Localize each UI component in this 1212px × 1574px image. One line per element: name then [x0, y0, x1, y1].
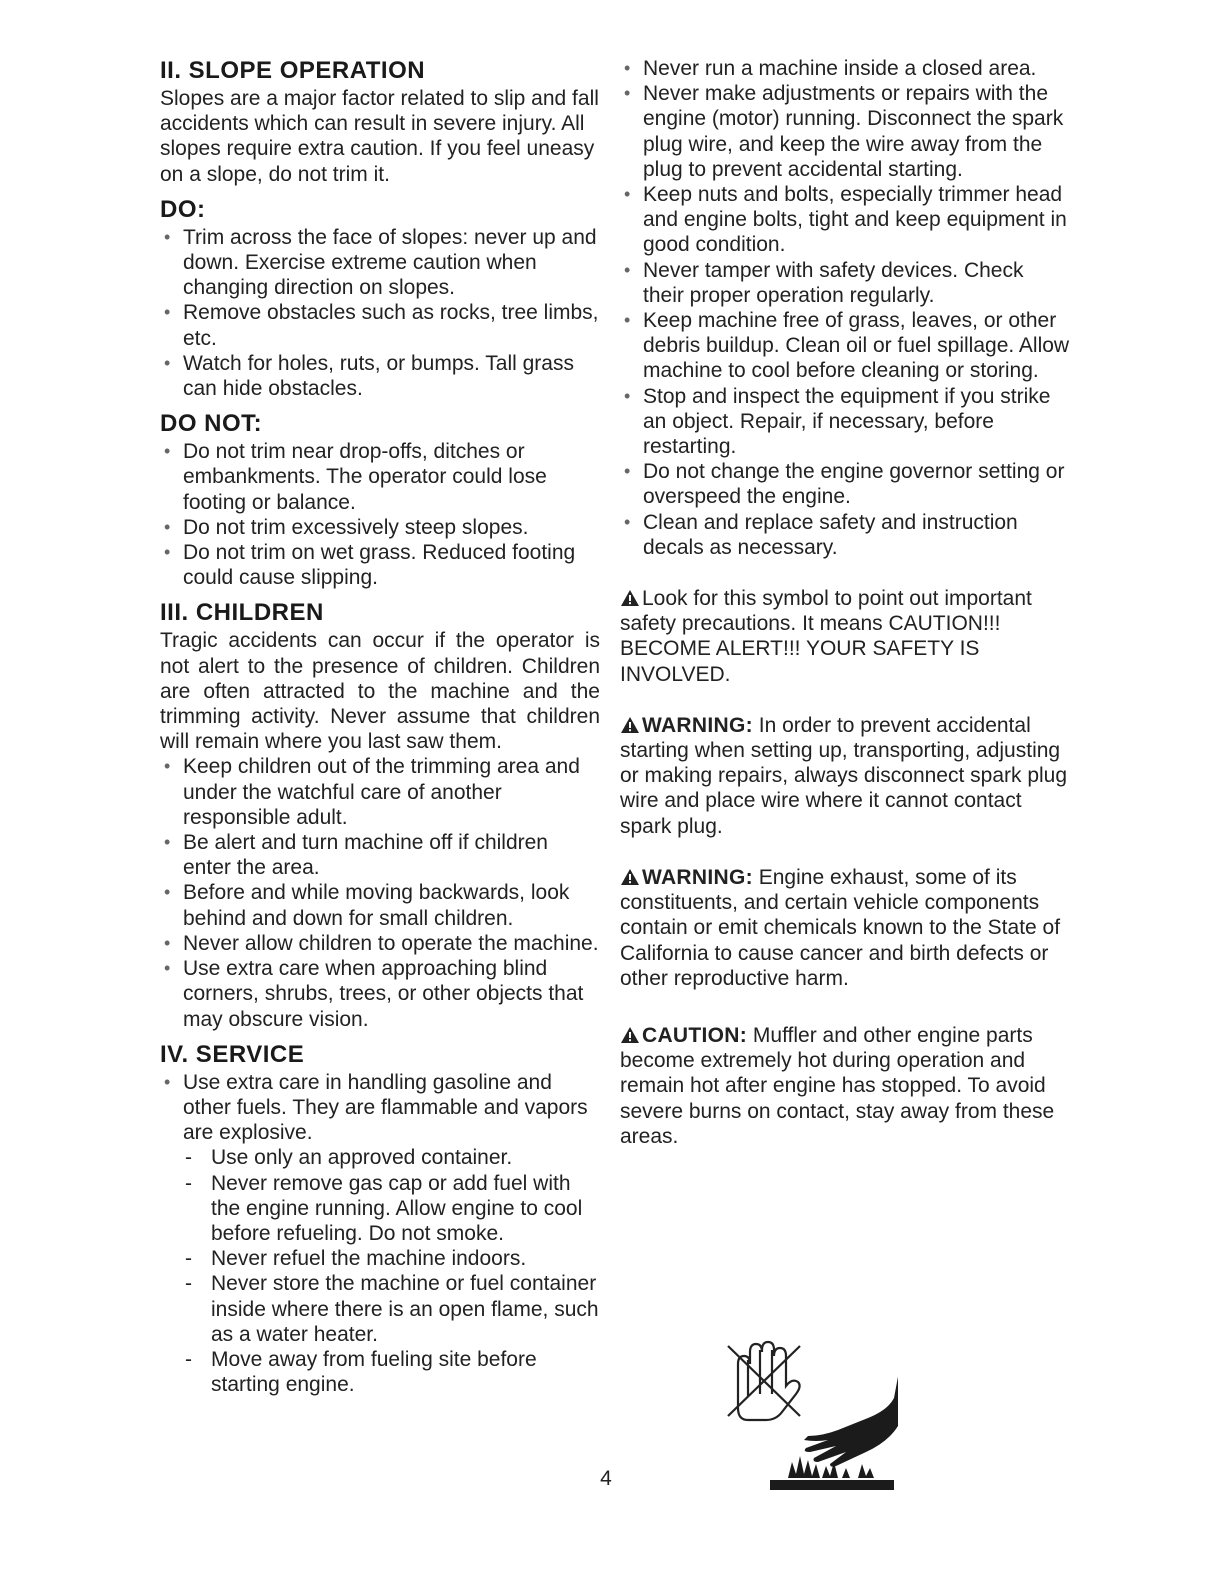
sublist-item: - Never remove gas cap or add fuel with the engine running. Allow engine to cool before refueling. Do not smoke. [183, 1171, 600, 1247]
warning-label: WARNING: [642, 713, 753, 737]
list-item: • Watch for holes, ruts, or bumps. Tall grass can hide obstacles. [160, 351, 600, 401]
slope-intro: Slopes are a major factor related to slip and fall accidents which can result in severe injury. All slopes require extra caution. If you feel uneasy on a slope, do not trim it. [160, 87, 599, 186]
list-item: • Keep nuts and bolts, especially trimmer head and engine bolts, tight and keep equipment in good condition. [620, 182, 1070, 258]
do-not-heading: DO NOT: [160, 410, 263, 438]
safety-list [620, 56, 1070, 560]
list-item: • Never allow children to operate the machine. [160, 931, 600, 956]
left-column [160, 56, 600, 1397]
list-item: • Keep children out of the trimming area and under the watchful care of another responsible adult. [160, 754, 600, 830]
warning-starting: WARNING: In order to prevent accidental starting when setting up, transporting, adjusting or making repairs, always disconnect spark plug wire and place wire where it cannot contact spark plug. [620, 713, 1068, 838]
list-item [160, 1070, 600, 1398]
list-item: • Never run a machine inside a closed area. [620, 56, 1070, 81]
sublist-item: - Never refuel the machine indoors. [183, 1246, 600, 1271]
hot-surface-icon [718, 1336, 898, 1496]
list-item: • Clean and replace safety and instruction decals as necessary. [620, 510, 1070, 560]
list-item: • Do not change the engine governor setting or overspeed the engine. [620, 459, 1070, 509]
service-sublist [183, 1145, 600, 1397]
list-item: • Keep machine free of grass, leaves, or other debris buildup. Clean oil or fuel spillage. Allow machine to cool before cleaning or storing. [620, 308, 1070, 384]
warning-label: WARNING: [642, 865, 753, 889]
list-item: • Never tamper with safety devices. Check their proper operation regularly. [620, 258, 1070, 308]
list-item: • Trim across the face of slopes: never up and down. Exercise extreme caution when changing direction on slopes. [160, 225, 600, 301]
warning-triangle-icon [620, 589, 640, 607]
warning-exhaust: WARNING: Engine exhaust, some of its constituents, and certain vehicle components contain or emit chemicals known to the State of California to cause cancer and birth defects or other reproductive harm. [620, 865, 1061, 990]
list-item: • Use extra care when approaching blind corners, shrubs, trees, or other objects that may obscure vision. [160, 956, 600, 1032]
service-list [160, 1070, 600, 1398]
caution-muffler: CAUTION: Muffler and other engine parts become extremely hot during operation and remain hot after engine has stopped. To avoid severe burns on contact, stay away from these areas. [620, 1023, 1055, 1148]
slope-heading: II. SLOPE OPERATION [160, 57, 426, 84]
list-item: • Remove obstacles such as rocks, tree limbs, etc. [160, 300, 600, 350]
warning-triangle-icon [620, 716, 640, 734]
list-item: • Stop and inspect the equipment if you strike an object. Repair, if necessary, before restarting. [620, 384, 1070, 460]
children-heading: III. CHILDREN [160, 599, 324, 627]
list-item: • Do not trim excessively steep slopes. [160, 515, 600, 540]
children-intro: Tragic accidents can occur if the operator is not alert to the presence of children. Children are often attracted to the machine and the trimming activity. Never assume that children will remain where you last saw them. [160, 629, 600, 754]
sublist-item: - Move away from fueling site before starting engine. [183, 1347, 600, 1397]
list-item: • Be alert and turn machine off if children enter the area. [160, 830, 600, 880]
page-number: 4 [600, 1467, 612, 1490]
symbol-note: Look for this symbol to point out important safety precautions. It means CAUTION!!! BECOME ALERT!!! YOUR SAFETY IS INVOLVED. [620, 587, 1032, 686]
list-item: • Before and while moving backwards, look behind and down for small children. [160, 880, 600, 930]
do-heading: DO: [160, 195, 206, 223]
service-heading: IV. SERVICE [160, 1040, 305, 1068]
sublist-item: - Never store the machine or fuel container inside where there is an open flame, such as a water heater. [183, 1271, 600, 1347]
list-item: • Never make adjustments or repairs with the engine (motor) running. Disconnect the spark plug wire, and keep the wire away from the plug to prevent accidental starting. [620, 81, 1070, 182]
list-item: • Do not trim near drop-offs, ditches or embankments. The operator could lose footing or balance. [160, 439, 600, 515]
do-list [160, 225, 600, 401]
service-item-text: Use extra care in handling gasoline and other fuels. They are flammable and vapors are explosive. [183, 1070, 588, 1145]
warning-triangle-icon [620, 868, 640, 886]
sublist-item: - Use only an approved container. [183, 1145, 600, 1170]
do-not-list [160, 439, 600, 590]
right-column [620, 56, 1070, 1149]
warning-triangle-icon [620, 1026, 640, 1044]
children-list [160, 754, 600, 1031]
caution-label: CAUTION: [642, 1023, 748, 1047]
list-item: • Do not trim on wet grass. Reduced footing could cause slipping. [160, 540, 600, 590]
